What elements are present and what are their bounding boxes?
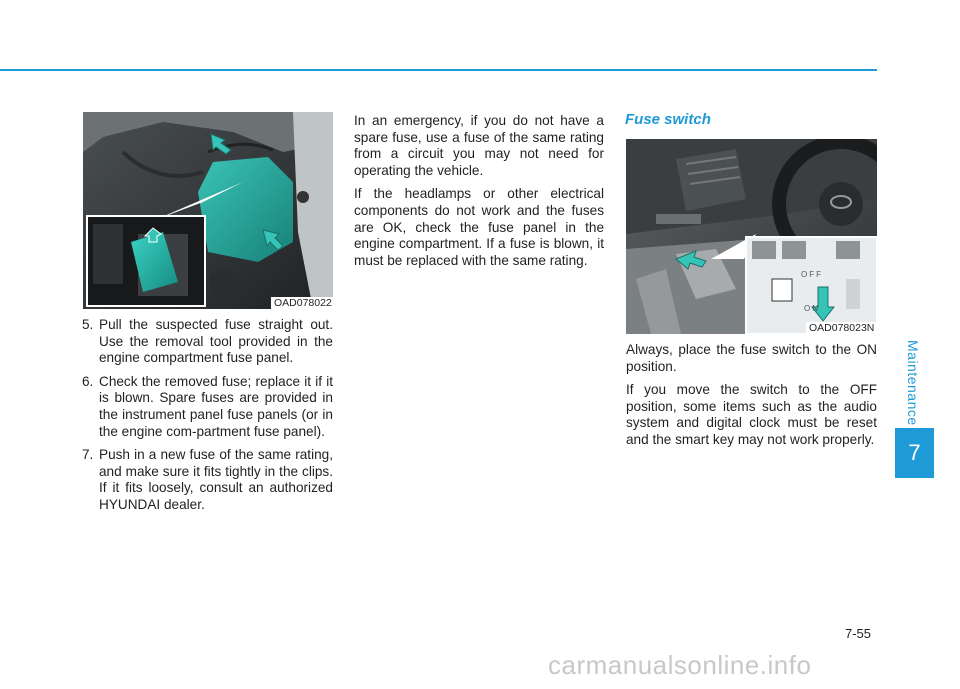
chapter-number-tab: 7 — [895, 428, 934, 478]
section-title: Fuse switch — [625, 111, 711, 128]
right-column — [626, 342, 877, 456]
watermark: carmanualsonline.info — [548, 650, 812, 680]
header-rule — [0, 69, 877, 71]
procedure-steps — [82, 317, 333, 514]
step-text: Push in a new fuse of the same rating, and make sure it fits tightly in the clips. If it fits loosely, consult an authorized HYUNDAI dealer. — [99, 447, 333, 512]
paragraph: In an emergency, if you do not have a spare fuse, use a fuse of the same rating from a circuit you may not need for operating the vehicle. — [354, 113, 604, 178]
step-number: 6. — [82, 373, 94, 389]
step-6 — [82, 374, 333, 440]
middle-column — [354, 113, 604, 276]
step-5 — [82, 317, 333, 367]
engine-compartment-illustration — [83, 112, 333, 309]
step-number: 7. — [82, 447, 94, 463]
page-number: 7-55 — [845, 626, 872, 641]
figure-code-right: OAD078023N — [806, 322, 877, 334]
paragraph: If the headlamps or other electrical components do not work and the fuses are OK, check the fuse panel in the engine compartment. If a fuse is blown, it must be replaced with the same rating. — [354, 186, 604, 268]
fuse-switch-figure — [626, 139, 877, 334]
step-text: Pull the suspected fuse straight out. Use the removal tool provided in the engine compartment fuse panel. — [99, 317, 333, 366]
left-column — [82, 317, 333, 521]
chapter-label: Maintenance — [905, 340, 921, 426]
engine-compartment-figure — [83, 112, 333, 309]
paragraph: If you move the switch to the OFF position, some items such as the audio system and digital clock must be reset and the smart key may not work properly. — [626, 382, 877, 447]
off-label: OFF — [801, 270, 823, 279]
on-label: ON — [804, 304, 820, 313]
step-text: Check the removed fuse; replace it if it is blown. Spare fuses are provided in the instrument panel fuse panels (or in the engine com-partment fuse panel). — [99, 373, 333, 439]
step-7 — [82, 447, 333, 513]
step-number: 5. — [82, 317, 94, 332]
paragraph: Always, place the fuse switch to the ON position. — [626, 342, 877, 374]
fuse-switch-illustration — [626, 139, 877, 334]
figure-code-left: OAD078022 — [271, 297, 335, 309]
